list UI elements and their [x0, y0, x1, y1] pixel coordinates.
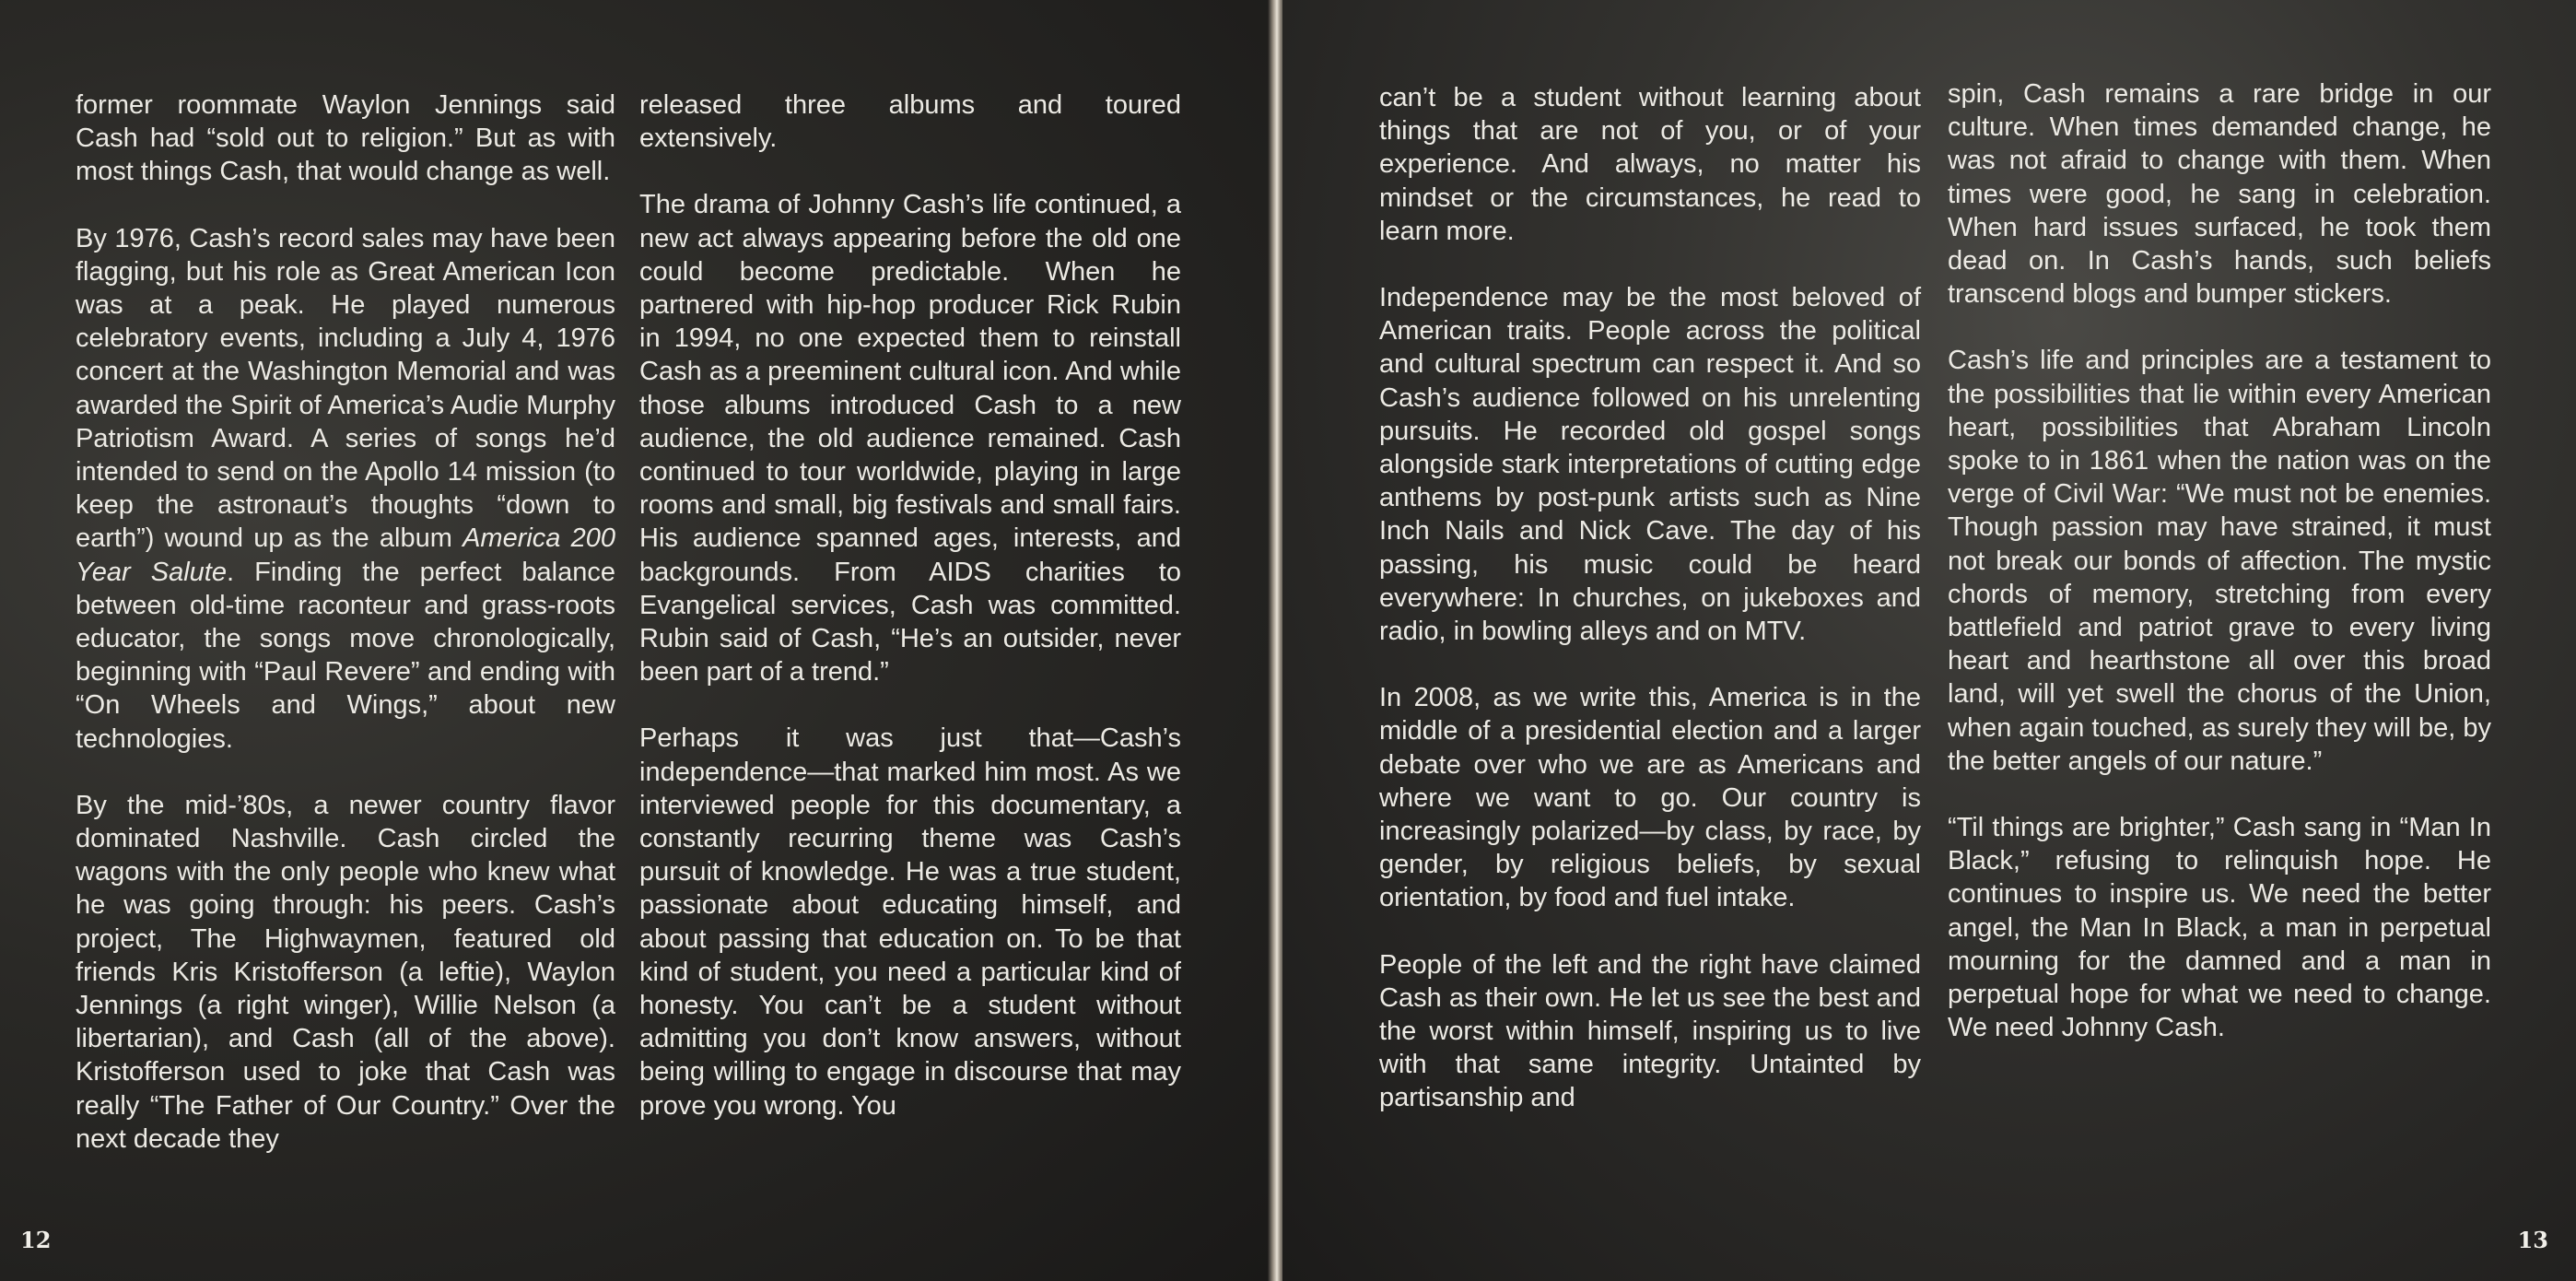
paragraph: The drama of Johnny Cash’s life continued, a new act always appearing before the old one could become predictable. When he partnered with hip-hop producer Rick Rubin in 1994, no one expected them to reinstall Cash as a preeminent cultural icon. And while those albums introduced Cash to a new audience, the old audience remained. Cash continued to tour worldwide, playing in large rooms and small, big festivals and small fairs. His audience spanned ages, interests, and backgrounds. From AIDS charities to Evangelical services, Cash was committed. Rubin said of Cash, “He’s an outsider, never been part of a trend.” [639, 190, 1181, 688]
right-page-column-1 [1379, 81, 1921, 1115]
paragraph [76, 222, 615, 756]
paragraph: In 2008, as we write this, America is in the middle of a presidential election and a larger debate over who we are as Americans and where we want to go. Our country is increasingly polarized—by class, by race, by gender, by religious beliefs, by sexual orientation, by food and fuel intake. [1379, 683, 1921, 913]
right-page-column-2 [1948, 77, 2491, 1044]
paragraph: “Til things are brighter,” Cash sang in “Man In Black,” refusing to relinquish hope. He continues to inspire us. We need the better angel, the Man In Black, a man in perpetual mourning for the damned and a man in perpetual hope for what we need to change. We need Johnny Cash. [1948, 813, 2491, 1043]
paragraph: spin, Cash remains a rare bridge in our culture. When times demanded change, he was not afraid to change with them. When times were good, he sang in celebration. When hard issues surfaced, he took them dead on. In Cash’s hands, such beliefs transcend blogs and bumper stickers. [1948, 79, 2491, 310]
left-page-column-1 [76, 88, 615, 1156]
paragraph: Cash’s life and principles are a testament to the possibilities that lie within every American heart, possibilities that Abraham Lincoln spoke to in 1861 when the nation was on the verge of Civil War: “We must not be enemies. Though passion may have strained, it must not break our bonds of affection. The mystic chords of memory, stretching from every battlefield and patriot grave to every living heart and hearthstone all over this broad land, will yet swell the chorus of the Union, when again touched, as surely they will be, by the better angels of our nature.” [1948, 346, 2492, 776]
paragraph: Perhaps it was just that—Cash’s independence—that marked him most. As we interviewed people for this documentary, a constantly recurring theme was Cash’s pursuit of knowledge. He was a true student, passionate about educating himself, and about passing that education on. To be that kind of student, you need a particular kind of honesty. You can’t be a student without admitting you don’t know answers, without being willing to engage in discourse that may prove you wrong. You [639, 723, 1181, 1121]
left-page-column-2 [639, 88, 1181, 1122]
left-page [0, 0, 1271, 1281]
album-title: America 200 Year Salute [76, 523, 615, 587]
paragraph-text: By 1976, Cash’s record sales may have been flagging, but his role as Great American Icon was at a peak. He played numerous celebratory events, including a July 4, 1976 concert at the Washington Memorial and was awarded the Spirit of America’s Audie Murphy Patriotism Award. A series of songs he’d intended to send on the Apollo 14 mission (to keep the astronaut’s thoughts “down to earth”) wound up as the album [76, 223, 615, 554]
paragraph: By the mid-’80s, a newer country flavor dominated Nashville. Cash circled the wagons with the only people who knew what he was going through: his peers. Cash’s project, The Highwaymen, featured old friends Kris Kristofferson (a leftie), Waylon Jennings (a right winger), Willie Nelson (a libertarian), and Cash (all of the above). Kristofferson used to joke that Cash was really “The Father of Our Country.” Over the next decade they [76, 790, 615, 1154]
paragraph: Independence may be the most beloved of American traits. People across the political and cultural spectrum can respect it. And so Cash’s audience followed on his unrelenting pursuits. He recorded old gospel songs alongside stark interpretations of cutting edge anthems by post-punk artists such as Nine Inch Nails and Nick Cave. The day of his passing, his music could be heard everywhere: In churches, on jukeboxes and radio, in bowling alleys and on MTV. [1379, 283, 1921, 647]
page-number-right: 13 [2517, 1227, 2548, 1253]
paragraph: can’t be a student without learning about things that are not of you, or of your experience. And always, no matter his mindset or the circumstances, he read to learn more. [1379, 83, 1921, 246]
paragraph: former roommate Waylon Jennings said Cash had “sold out to religion.” But as with most things Cash, that would change as well. [76, 90, 615, 187]
paragraph-text: . Finding the perfect balance between old-time raconteur and grass-roots educator, the songs move chronologically, beginning with “Paul Revere” and ending with “On Wheels and Wings,” about new technologies. [76, 557, 615, 754]
page-number-left: 12 [20, 1227, 52, 1253]
paragraph: People of the left and the right have claimed Cash as their own. He let us see the best and the worst within himself, inspiring us to live with that same integrity. Untainted by partisanship and [1379, 949, 1921, 1113]
paragraph: released three albums and toured extensively. [639, 90, 1181, 154]
